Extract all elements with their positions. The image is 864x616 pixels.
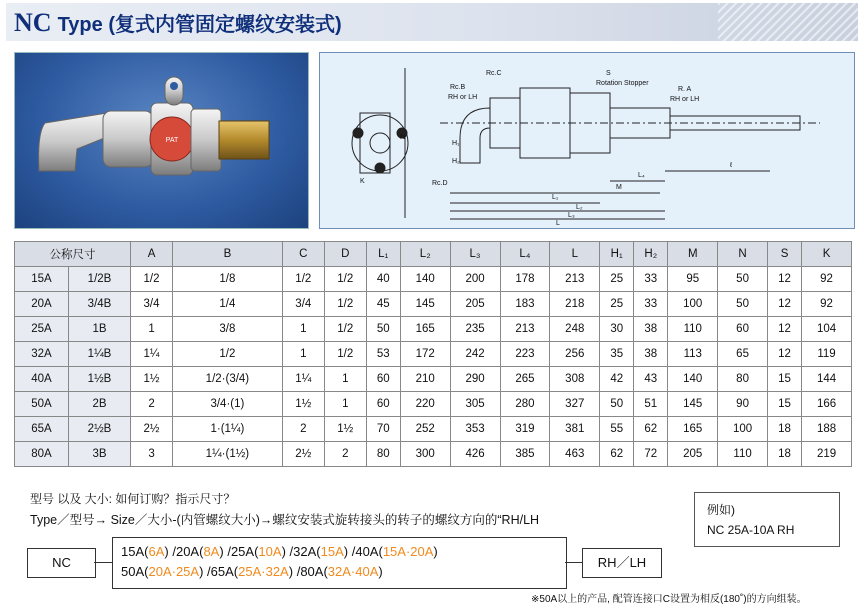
table-cell: 1½ xyxy=(131,367,173,392)
direction-box: RH／LH xyxy=(582,548,662,578)
table-cell: 385 xyxy=(500,442,550,467)
table-cell: 100 xyxy=(668,292,718,317)
label-h1: H₁ xyxy=(452,140,460,147)
column-header: S xyxy=(768,242,802,267)
label-rh-lh-1: RH or LH xyxy=(448,94,478,101)
table-cell: 100 xyxy=(718,417,768,442)
table-cell: 60 xyxy=(366,367,400,392)
table-cell: 3/8 xyxy=(173,317,283,342)
size-inner: 8A xyxy=(203,544,220,559)
size-inner: 15A·20A xyxy=(382,544,434,559)
size-cell: 3/4B xyxy=(68,292,130,317)
table-cell: 113 xyxy=(668,342,718,367)
size-cell: 32A xyxy=(15,342,69,367)
title-banner xyxy=(6,3,858,41)
table-cell: 140 xyxy=(400,267,450,292)
table-cell: 200 xyxy=(450,267,500,292)
size-cell: 25A xyxy=(15,317,69,342)
size-main: 40A xyxy=(355,544,379,559)
table-cell: 25 xyxy=(600,267,634,292)
label-l4: L₄ xyxy=(638,172,645,179)
table-cell: 51 xyxy=(634,392,668,417)
column-header: H₁ xyxy=(600,242,634,267)
column-header: C xyxy=(282,242,324,267)
size-main: 25A xyxy=(230,544,255,559)
table-cell: 305 xyxy=(450,392,500,417)
size-cell: 20A xyxy=(15,292,69,317)
table-cell: 172 xyxy=(400,342,450,367)
table-cell: 38 xyxy=(634,317,668,342)
column-header: L₁ xyxy=(366,242,400,267)
size-cell: 80A xyxy=(15,442,69,467)
size-box xyxy=(112,537,567,589)
size-cell: 15A xyxy=(15,267,69,292)
table-cell: 319 xyxy=(500,417,550,442)
model-name: NC xyxy=(14,8,52,37)
table-cell: 80 xyxy=(366,442,400,467)
table-cell: 1 xyxy=(282,317,324,342)
column-header: A xyxy=(131,242,173,267)
table-cell: 92 xyxy=(802,292,852,317)
table-cell: 33 xyxy=(634,267,668,292)
table-cell: 178 xyxy=(500,267,550,292)
table-cell: 308 xyxy=(550,367,600,392)
ordering-format: Type／型号→ Size／大小-(内管螺纹大小)→螺纹安装式旋转接头的转子的螺纹方向的“RH/LH xyxy=(30,513,540,527)
table-cell: 110 xyxy=(668,317,718,342)
size-main: 80A xyxy=(300,564,324,579)
size-inner: 10A xyxy=(258,544,282,559)
connector-line xyxy=(565,562,582,563)
sizes-line-1: 15A(6A) /20A(8A) /25A(10A) /32A(15A) /40A(15A·20A) xyxy=(121,544,438,559)
size-inner: 25A·32A xyxy=(238,564,289,579)
table-cell: 50 xyxy=(718,292,768,317)
label-m: M xyxy=(616,184,622,191)
size-inner: 6A xyxy=(148,544,165,559)
column-header: H₂ xyxy=(634,242,668,267)
size-main: 65A xyxy=(210,564,234,579)
table-cell: 70 xyxy=(366,417,400,442)
table-cell: 2½ xyxy=(131,417,173,442)
table-cell: 2 xyxy=(131,392,173,417)
label-r-a: R. A xyxy=(678,86,692,93)
column-header: D xyxy=(324,242,366,267)
table-cell: 219 xyxy=(802,442,852,467)
table-cell: 1/4 xyxy=(173,292,283,317)
footnote: ※50A以上的产品, 配管连接口C设置为相反(180˚)的方向组装。 xyxy=(531,594,807,605)
table-cell: 1/2·(3/4) xyxy=(173,367,283,392)
table-header-row xyxy=(15,242,852,267)
table-cell: 218 xyxy=(550,292,600,317)
table-cell: 183 xyxy=(500,292,550,317)
column-header: B xyxy=(173,242,283,267)
label-l: L xyxy=(556,220,560,227)
label-l3: L₃ xyxy=(568,212,575,219)
table-cell: 110 xyxy=(718,442,768,467)
size-cell: 1¼B xyxy=(68,342,130,367)
table-cell: 220 xyxy=(400,392,450,417)
table-cell: 35 xyxy=(600,342,634,367)
size-inner: 15A xyxy=(320,544,344,559)
table-cell: 1¼ xyxy=(282,367,324,392)
size-cell: 3B xyxy=(68,442,130,467)
label-h2: H₂ xyxy=(452,158,460,165)
table-cell: 38 xyxy=(634,342,668,367)
table-cell: 145 xyxy=(400,292,450,317)
rotary-joint-illustration xyxy=(15,53,308,228)
page-title xyxy=(14,8,342,38)
banner-stripes xyxy=(718,3,858,41)
size-cell: 50A xyxy=(15,392,69,417)
connector-line xyxy=(94,562,112,563)
column-header: K xyxy=(802,242,852,267)
ordering-question: 型号 以及 大小: 如何订购？指示尺寸？ xyxy=(30,492,236,506)
column-header: L₄ xyxy=(500,242,550,267)
table-cell: 15 xyxy=(768,392,802,417)
label-k: K xyxy=(360,178,365,185)
table-cell: 1/2 xyxy=(324,342,366,367)
column-header: L₂ xyxy=(400,242,450,267)
table-cell: 265 xyxy=(500,367,550,392)
table-row xyxy=(15,367,852,392)
table-cell: 15 xyxy=(768,367,802,392)
table-cell: 145 xyxy=(668,392,718,417)
example-box xyxy=(694,492,840,547)
table-cell: 50 xyxy=(366,317,400,342)
table-cell: 213 xyxy=(500,317,550,342)
table-cell: 72 xyxy=(634,442,668,467)
table-cell: 60 xyxy=(366,392,400,417)
table-cell: 12 xyxy=(768,342,802,367)
table-cell: 242 xyxy=(450,342,500,367)
table-cell: 165 xyxy=(668,417,718,442)
table-cell: 18 xyxy=(768,442,802,467)
table-cell: 104 xyxy=(802,317,852,342)
table-row xyxy=(15,292,852,317)
table-cell: 353 xyxy=(450,417,500,442)
product-photo xyxy=(14,52,309,229)
table-cell: 62 xyxy=(634,417,668,442)
table-row xyxy=(15,317,852,342)
table-cell: 188 xyxy=(802,417,852,442)
table-cell: 60 xyxy=(718,317,768,342)
table-cell: 256 xyxy=(550,342,600,367)
table-cell: 3/4 xyxy=(282,292,324,317)
label-n: N xyxy=(400,134,406,141)
table-cell: 2 xyxy=(324,442,366,467)
table-cell: 18 xyxy=(768,417,802,442)
table-cell: 80 xyxy=(718,367,768,392)
table-row xyxy=(15,442,852,467)
table-cell: 12 xyxy=(768,267,802,292)
table-cell: 42 xyxy=(600,367,634,392)
table-cell: 140 xyxy=(668,367,718,392)
label-rc-c: Rc.C xyxy=(486,70,502,77)
table-cell: 95 xyxy=(668,267,718,292)
dimension-drawing xyxy=(319,52,855,229)
example-label: 例如) xyxy=(707,503,735,517)
table-cell: 144 xyxy=(802,367,852,392)
table-cell: 290 xyxy=(450,367,500,392)
table-row xyxy=(15,417,852,442)
table-cell: 1/2 xyxy=(131,267,173,292)
table-cell: 1 xyxy=(324,367,366,392)
table-cell: 25 xyxy=(600,292,634,317)
table-cell: 40 xyxy=(366,267,400,292)
size-cell: 65A xyxy=(15,417,69,442)
dimension-drawing-svg xyxy=(320,53,854,228)
sizes-line-2: 50A(20A·25A) /65A(25A·32A) /80A(32A·40A) xyxy=(121,564,383,579)
table-cell: 50 xyxy=(600,392,634,417)
table-cell: 3/4·(1) xyxy=(173,392,283,417)
column-header: L₃ xyxy=(450,242,500,267)
table-cell: 463 xyxy=(550,442,600,467)
size-inner: 32A·40A xyxy=(327,564,379,579)
table-cell: 235 xyxy=(450,317,500,342)
table-cell: 1/2 xyxy=(324,292,366,317)
label-rc-d: Rc.D xyxy=(432,180,448,187)
table-cell: 1/2 xyxy=(324,317,366,342)
label-rh-lh-2: RH or LH xyxy=(670,96,700,103)
table-cell: 1½ xyxy=(282,392,324,417)
label-rotation-stopper: Rotation Stopper xyxy=(596,80,649,87)
table-cell: 12 xyxy=(768,292,802,317)
size-main: 32A xyxy=(293,544,317,559)
table-cell: 213 xyxy=(550,267,600,292)
svg-text:PAT: PAT xyxy=(165,137,179,144)
table-cell: 1½ xyxy=(324,417,366,442)
table-cell: 92 xyxy=(802,267,852,292)
table-cell: 280 xyxy=(500,392,550,417)
size-cell: 40A xyxy=(15,367,69,392)
table-cell: 65 xyxy=(718,342,768,367)
label-rc-b: Rc.B xyxy=(450,84,466,91)
column-header: 公称尺寸 xyxy=(15,242,131,267)
label-l2: L₂ xyxy=(576,204,583,211)
table-cell: 1¼·(1½) xyxy=(173,442,283,467)
table-cell: 119 xyxy=(802,342,852,367)
table-cell: 426 xyxy=(450,442,500,467)
table-cell: 30 xyxy=(600,317,634,342)
model-type-description: Type (复式内管固定螺纹安装式) xyxy=(57,14,342,36)
table-cell: 1 xyxy=(131,317,173,342)
table-cell: 3 xyxy=(131,442,173,467)
table-cell: 166 xyxy=(802,392,852,417)
table-cell: 165 xyxy=(400,317,450,342)
table-cell: 90 xyxy=(718,392,768,417)
table-cell: 252 xyxy=(400,417,450,442)
table-cell: 223 xyxy=(500,342,550,367)
example-value: NC 25A-10A RH xyxy=(707,523,795,537)
table-cell: 12 xyxy=(768,317,802,342)
size-cell: 2½B xyxy=(68,417,130,442)
size-inner: 20A·25A xyxy=(148,564,200,579)
table-cell: 205 xyxy=(450,292,500,317)
label-s: S xyxy=(606,70,611,77)
type-box: NC xyxy=(27,548,96,578)
table-cell: 1/2 xyxy=(324,267,366,292)
table-cell: 205 xyxy=(668,442,718,467)
size-main: 20A xyxy=(175,544,200,559)
label-l1: L₁ xyxy=(552,194,559,201)
table-cell: 1 xyxy=(324,392,366,417)
table-cell: 210 xyxy=(400,367,450,392)
size-cell: 1B xyxy=(68,317,130,342)
size-cell: 2B xyxy=(68,392,130,417)
table-cell: 50 xyxy=(718,267,768,292)
table-cell: 45 xyxy=(366,292,400,317)
table-cell: 53 xyxy=(366,342,400,367)
table-row xyxy=(15,342,852,367)
table-cell: 2½ xyxy=(282,442,324,467)
table-cell: 327 xyxy=(550,392,600,417)
table-cell: 33 xyxy=(634,292,668,317)
table-row xyxy=(15,392,852,417)
table-cell: 43 xyxy=(634,367,668,392)
table-cell: 1·(1¼) xyxy=(173,417,283,442)
size-main: 50A xyxy=(121,564,145,579)
label-l-small: ℓ xyxy=(730,162,733,169)
table-cell: 248 xyxy=(550,317,600,342)
column-header: M xyxy=(668,242,718,267)
table-cell: 300 xyxy=(400,442,450,467)
size-main: 15A xyxy=(121,544,145,559)
column-header: N xyxy=(718,242,768,267)
table-cell: 1/2 xyxy=(173,342,283,367)
table-cell: 1 xyxy=(282,342,324,367)
table-cell: 1¼ xyxy=(131,342,173,367)
table-cell: 1/8 xyxy=(173,267,283,292)
size-cell: 1½B xyxy=(68,367,130,392)
table-cell: 381 xyxy=(550,417,600,442)
table-cell: 1/2 xyxy=(282,267,324,292)
table-cell: 62 xyxy=(600,442,634,467)
table-cell: 3/4 xyxy=(131,292,173,317)
table-cell: 55 xyxy=(600,417,634,442)
table-row xyxy=(15,267,852,292)
specification-table xyxy=(14,241,852,467)
column-header: L xyxy=(550,242,600,267)
size-cell: 1/2B xyxy=(68,267,130,292)
table-cell: 2 xyxy=(282,417,324,442)
